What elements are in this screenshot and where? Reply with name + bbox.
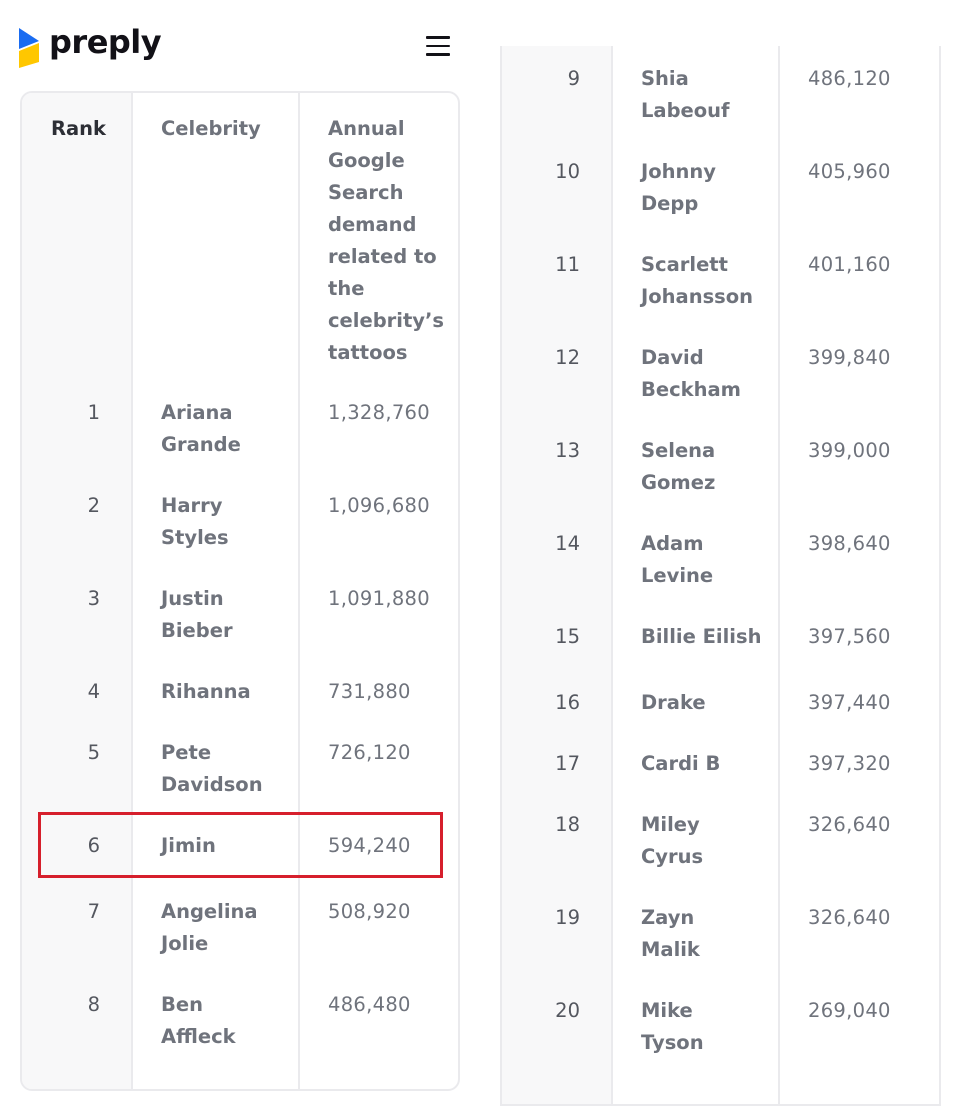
- celebrity-cell: [641, 342, 791, 406]
- celebrity-cell: [641, 156, 791, 220]
- demand-cell: 1,091,880: [328, 587, 430, 610]
- celebrity-cell: [641, 621, 791, 653]
- celebrity-name-line: Harry: [161, 494, 223, 517]
- celebrity-cell: [641, 809, 791, 873]
- demand-cell: 399,000: [808, 439, 891, 462]
- celebrity-name-line: Depp: [641, 192, 699, 215]
- celebrity-cell: [641, 995, 791, 1059]
- rank-cell: 14: [555, 532, 580, 555]
- celebrity-name-line: Bieber: [161, 619, 233, 642]
- preply-wordmark: preply: [49, 23, 162, 61]
- celebrity-cell: [161, 397, 311, 461]
- demand-cell: 1,096,680: [328, 494, 430, 517]
- demand-cell: 486,120: [808, 67, 891, 90]
- demand-cell: 726,120: [328, 741, 411, 764]
- celebrity-name-line: Malik: [641, 938, 700, 961]
- celebrity-name-line: Angelina: [161, 900, 258, 923]
- rank-cell: 16: [555, 691, 580, 714]
- celebrity-cell: [641, 687, 791, 719]
- celebrity-name-line: Gomez: [641, 471, 716, 494]
- highlight-box-jimin: [38, 812, 443, 878]
- celebrity-cell: [641, 249, 791, 313]
- celebrity-cell: [161, 490, 311, 554]
- demand-cell: 326,640: [808, 906, 891, 929]
- header-demand: Annual Google Search demand related to the celebrity’s tattoos: [328, 117, 445, 364]
- celebrity-cell: [161, 676, 311, 708]
- celebrity-cell: [641, 748, 791, 780]
- rank-cell: 6: [87, 834, 100, 857]
- demand-cell: 326,640: [808, 813, 891, 836]
- celebrity-name-line: Shia: [641, 67, 689, 90]
- celebrity-name-line: Johnny: [641, 160, 717, 183]
- demand-cell: 397,440: [808, 691, 891, 714]
- celebrity-name-line: Miley: [641, 813, 700, 836]
- rank-cell: 5: [87, 741, 100, 764]
- demand-cell: 731,880: [328, 680, 411, 703]
- celebrity-cell: [641, 435, 791, 499]
- demand-cell: 1,328,760: [328, 401, 430, 424]
- celebrity-name-line: Beckham: [641, 378, 741, 401]
- demand-cell: 486,480: [328, 993, 411, 1016]
- rank-cell: 20: [555, 999, 580, 1022]
- preply-logo[interactable]: [19, 23, 162, 70]
- celebrity-cell: [161, 896, 311, 960]
- celebrity-name-line: Ariana: [161, 401, 233, 424]
- demand-cell: 508,920: [328, 900, 411, 923]
- demand-cell: 398,640: [808, 532, 891, 555]
- demand-cell: 399,840: [808, 346, 891, 369]
- celebrity-name-line: Labeouf: [641, 99, 730, 122]
- rank-cell: 11: [555, 253, 580, 276]
- rank-cell: 8: [87, 993, 100, 1016]
- celebrity-name-line: Cyrus: [641, 845, 704, 868]
- rank-cell: 18: [555, 813, 580, 836]
- celebrity-name-line: Affleck: [161, 1025, 236, 1048]
- celebrity-name-line: Drake: [641, 691, 706, 714]
- rank-cell: 13: [555, 439, 580, 462]
- celebrity-name-line: Billie Eilish: [641, 625, 762, 648]
- rank-cell: 10: [555, 160, 580, 183]
- celebrity-name-line: Cardi B: [641, 752, 721, 775]
- celebrity-name-line: Grande: [161, 433, 241, 456]
- header-rank: Rank: [51, 117, 107, 140]
- rank-cell: 17: [555, 752, 580, 775]
- rank-cell: 9: [567, 67, 580, 90]
- celebrity-name-line: Selena: [641, 439, 716, 462]
- demand-cell: 405,960: [808, 160, 891, 183]
- celebrity-cell: [641, 902, 791, 966]
- celebrity-name-line: Styles: [161, 526, 229, 549]
- celebrity-cell: [641, 63, 791, 127]
- demand-cell: 594,240: [328, 834, 411, 857]
- celebrity-name-line: Davidson: [161, 773, 263, 796]
- celebrity-name-line: Mike: [641, 999, 693, 1022]
- demand-cell: 269,040: [808, 999, 891, 1022]
- celebrity-name-line: Jolie: [161, 932, 209, 955]
- rank-cell: 12: [555, 346, 580, 369]
- rank-cell: 1: [87, 401, 100, 424]
- celebrity-name-line: Johansson: [641, 285, 754, 308]
- celebrity-name-line: Adam: [641, 532, 704, 555]
- celebrity-name-line: Scarlett: [641, 253, 728, 276]
- celebrity-name-line: Pete: [161, 741, 212, 764]
- rank-cell: 19: [555, 906, 580, 929]
- celebrity-name-line: Levine: [641, 564, 714, 587]
- hamburger-menu-icon[interactable]: [426, 36, 450, 56]
- demand-cell: 397,320: [808, 752, 891, 775]
- celebrity-cell: [161, 989, 311, 1053]
- header-celebrity: Celebrity: [161, 117, 261, 140]
- celebrity-name-line: Tyson: [641, 1031, 704, 1054]
- celebrity-cell: [641, 528, 791, 592]
- rank-cell: 7: [87, 900, 100, 923]
- celebrity-cell: [161, 737, 311, 801]
- demand-cell: 401,160: [808, 253, 891, 276]
- demand-cell: 397,560: [808, 625, 891, 648]
- celebrity-cell: [161, 583, 311, 647]
- celebrity-name-line: Jimin: [161, 834, 216, 857]
- preply-logo-icon: [19, 28, 41, 68]
- celebrity-name-line: Zayn: [641, 906, 695, 929]
- celebrity-name-line: David: [641, 346, 704, 369]
- rank-cell: 15: [555, 625, 580, 648]
- rank-cell: 3: [87, 587, 100, 610]
- rank-cell: 2: [87, 494, 100, 517]
- celebrity-name-line: Ben: [161, 993, 203, 1016]
- celebrity-name-line: Justin: [161, 587, 224, 610]
- celebrity-name-line: Rihanna: [161, 680, 251, 703]
- rank-cell: 4: [87, 680, 100, 703]
